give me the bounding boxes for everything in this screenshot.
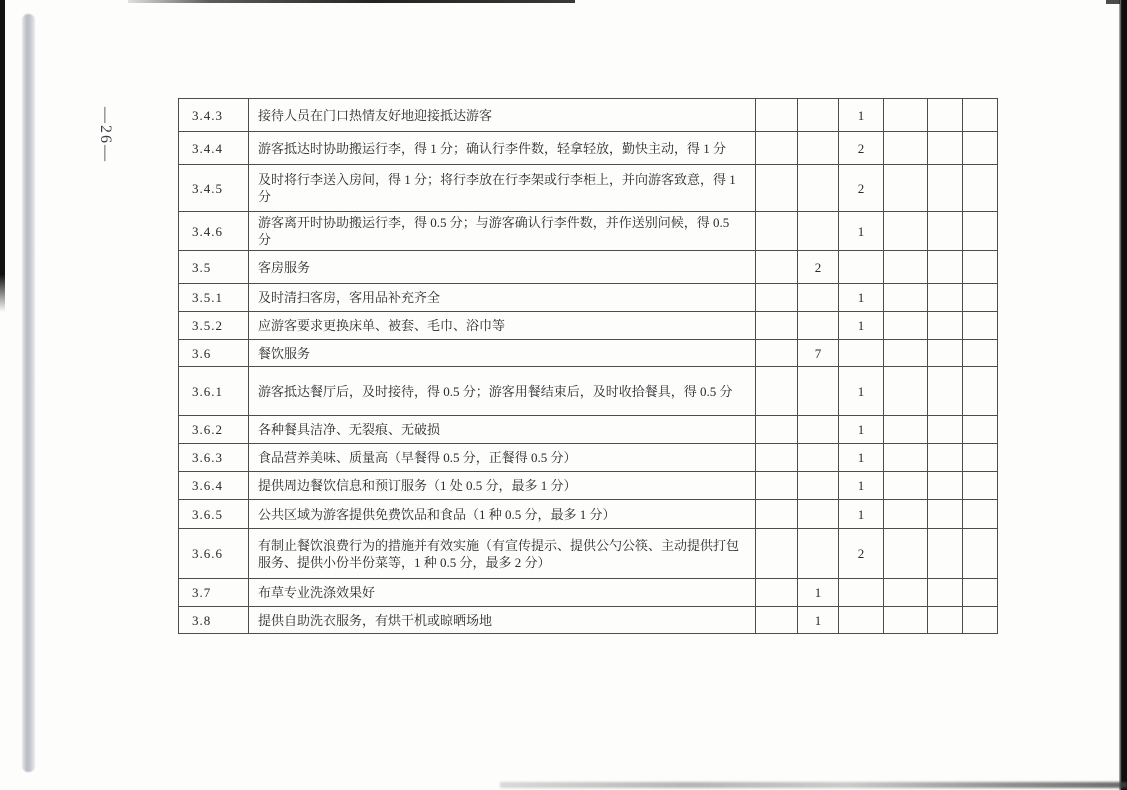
score-cell: 7: [798, 340, 839, 367]
score-cell: [798, 472, 839, 500]
score-cell: [798, 500, 839, 529]
score-cell: [756, 416, 798, 444]
score-cell: [928, 529, 963, 579]
score-cell: [884, 212, 928, 251]
scoring-table: [178, 98, 998, 634]
scoring-table-body: [179, 99, 998, 634]
score-cell: [884, 99, 928, 132]
page-number: —26—: [97, 107, 114, 163]
table-row: [179, 444, 998, 472]
score-cell: [884, 500, 928, 529]
score-cell: [963, 212, 998, 251]
score-cell: [963, 367, 998, 416]
score-cell: [928, 500, 963, 529]
row-description-cell: 游客抵达时协助搬运行李，得 1 分；确认行李件数，轻拿轻放，勤快主动，得 1 分: [249, 132, 756, 165]
table-row: [179, 99, 998, 132]
score-cell: [756, 472, 798, 500]
score-cell: 1: [839, 212, 884, 251]
row-description-cell: 餐饮服务: [249, 340, 756, 367]
row-id-cell: 3.4.5: [179, 165, 249, 212]
row-id-cell: 3.7: [179, 579, 249, 607]
table-row: [179, 165, 998, 212]
scan-artifact-top-edge: [128, 0, 575, 3]
score-cell: [798, 529, 839, 579]
row-description-cell: 及时将行李送入房间，得 1 分；将行李放在行李架或行李柜上，并向游客致意，得 1 分: [249, 165, 756, 212]
row-description-cell: 提供周边餐饮信息和预订服务（1 处 0.5 分，最多 1 分）: [249, 472, 756, 500]
score-cell: [884, 607, 928, 634]
score-cell: 1: [839, 312, 884, 340]
table-row: [179, 500, 998, 529]
score-cell: [928, 607, 963, 634]
table-row: [179, 251, 998, 284]
score-cell: [756, 579, 798, 607]
scan-artifact-right-edge: [1119, 0, 1127, 790]
row-description-cell: 公共区域为游客提供免费饮品和食品（1 种 0.5 分，最多 1 分）: [249, 500, 756, 529]
table-row: [179, 472, 998, 500]
row-id-cell: 3.6.2: [179, 416, 249, 444]
score-cell: [756, 312, 798, 340]
score-cell: 1: [839, 99, 884, 132]
score-cell: 1: [839, 284, 884, 312]
score-cell: [884, 472, 928, 500]
table-row: [179, 212, 998, 251]
score-cell: [963, 132, 998, 165]
score-cell: [963, 284, 998, 312]
table-row: [179, 416, 998, 444]
score-cell: 2: [839, 529, 884, 579]
score-cell: [756, 444, 798, 472]
score-cell: [756, 284, 798, 312]
table-row: [179, 367, 998, 416]
score-cell: [798, 212, 839, 251]
score-cell: [963, 340, 998, 367]
score-cell: [963, 312, 998, 340]
row-description-cell: 各种餐具洁净、无裂痕、无破损: [249, 416, 756, 444]
row-description-cell: 应游客要求更换床单、被套、毛巾、浴巾等: [249, 312, 756, 340]
score-cell: [884, 340, 928, 367]
row-description-cell: 布草专业洗涤效果好: [249, 579, 756, 607]
score-cell: [963, 416, 998, 444]
score-cell: [839, 340, 884, 367]
row-id-cell: 3.6.6: [179, 529, 249, 579]
score-cell: [928, 165, 963, 212]
row-description-cell: 食品营养美味、质量高（早餐得 0.5 分，正餐得 0.5 分）: [249, 444, 756, 472]
score-cell: [884, 165, 928, 212]
score-cell: [798, 312, 839, 340]
table-row: [179, 579, 998, 607]
score-cell: [756, 529, 798, 579]
scan-binding-bar: [22, 14, 35, 772]
score-cell: 2: [798, 251, 839, 284]
row-id-cell: 3.4.6: [179, 212, 249, 251]
score-cell: 2: [839, 132, 884, 165]
score-cell: [756, 607, 798, 634]
score-cell: [756, 165, 798, 212]
score-cell: [963, 607, 998, 634]
score-cell: [884, 579, 928, 607]
score-cell: [928, 340, 963, 367]
score-cell: [756, 367, 798, 416]
score-cell: [928, 367, 963, 416]
score-cell: [756, 212, 798, 251]
row-id-cell: 3.5.1: [179, 284, 249, 312]
score-cell: [963, 444, 998, 472]
row-description-cell: 有制止餐饮浪费行为的措施并有效实施（有宣传提示、提供公勺公筷、主动提供打包服务、提供小份半份菜等，1 种 0.5 分，最多 2 分）: [249, 529, 756, 579]
table-row: [179, 312, 998, 340]
table-row: [179, 529, 998, 579]
score-cell: [928, 416, 963, 444]
score-cell: [963, 251, 998, 284]
score-cell: [928, 99, 963, 132]
score-cell: [839, 607, 884, 634]
score-cell: [884, 312, 928, 340]
score-cell: [839, 251, 884, 284]
row-id-cell: 3.8: [179, 607, 249, 634]
score-cell: 1: [798, 579, 839, 607]
score-cell: [756, 251, 798, 284]
score-cell: [798, 165, 839, 212]
score-cell: [963, 99, 998, 132]
score-cell: [798, 284, 839, 312]
row-description-cell: 提供自助洗衣服务，有烘干机或晾晒场地: [249, 607, 756, 634]
row-description-cell: 及时清扫客房，客用品补充齐全: [249, 284, 756, 312]
score-cell: [963, 472, 998, 500]
score-cell: 1: [839, 500, 884, 529]
score-cell: [928, 472, 963, 500]
row-id-cell: 3.6.5: [179, 500, 249, 529]
score-cell: [928, 579, 963, 607]
score-cell: [928, 132, 963, 165]
score-cell: [798, 416, 839, 444]
score-cell: [884, 529, 928, 579]
row-description-cell: 接待人员在门口热情友好地迎接抵达游客: [249, 99, 756, 132]
score-cell: [884, 367, 928, 416]
score-cell: [928, 284, 963, 312]
score-cell: [928, 251, 963, 284]
scan-artifact-bottom-smudge: [500, 782, 1127, 788]
score-cell: [928, 312, 963, 340]
score-cell: [756, 340, 798, 367]
table-row: [179, 132, 998, 165]
row-id-cell: 3.4.3: [179, 99, 249, 132]
row-description-cell: 客房服务: [249, 251, 756, 284]
score-cell: [884, 416, 928, 444]
score-cell: [963, 165, 998, 212]
score-cell: 2: [839, 165, 884, 212]
score-cell: [884, 284, 928, 312]
row-description-cell: 游客离开时协助搬运行李，得 0.5 分；与游客确认行李件数，并作送别问候，得 0.5 分: [249, 212, 756, 251]
row-id-cell: 3.6: [179, 340, 249, 367]
table-row: [179, 284, 998, 312]
table-row: [179, 340, 998, 367]
score-cell: [756, 132, 798, 165]
row-id-cell: 3.6.4: [179, 472, 249, 500]
score-cell: [798, 99, 839, 132]
row-description-cell: 游客抵达餐厅后，及时接待，得 0.5 分；游客用餐结束后，及时收拾餐具，得 0.5 分: [249, 367, 756, 416]
table-row: [179, 607, 998, 634]
score-cell: [963, 579, 998, 607]
score-cell: [756, 500, 798, 529]
score-cell: 1: [839, 472, 884, 500]
score-cell: [884, 444, 928, 472]
score-cell: [928, 212, 963, 251]
score-cell: [798, 132, 839, 165]
scan-artifact-left-edge: [0, 0, 5, 312]
scan-artifact-top-right-edge: [1106, 0, 1120, 4]
score-cell: [928, 444, 963, 472]
score-cell: [884, 251, 928, 284]
row-id-cell: 3.6.3: [179, 444, 249, 472]
score-cell: [756, 99, 798, 132]
score-cell: 1: [839, 444, 884, 472]
score-cell: [839, 579, 884, 607]
score-cell: [963, 529, 998, 579]
score-cell: 1: [839, 367, 884, 416]
score-cell: [963, 500, 998, 529]
score-cell: [798, 367, 839, 416]
row-id-cell: 3.6.1: [179, 367, 249, 416]
score-cell: [798, 444, 839, 472]
score-cell: 1: [798, 607, 839, 634]
score-cell: [884, 132, 928, 165]
row-id-cell: 3.4.4: [179, 132, 249, 165]
row-id-cell: 3.5: [179, 251, 249, 284]
row-id-cell: 3.5.2: [179, 312, 249, 340]
score-cell: 1: [839, 416, 884, 444]
